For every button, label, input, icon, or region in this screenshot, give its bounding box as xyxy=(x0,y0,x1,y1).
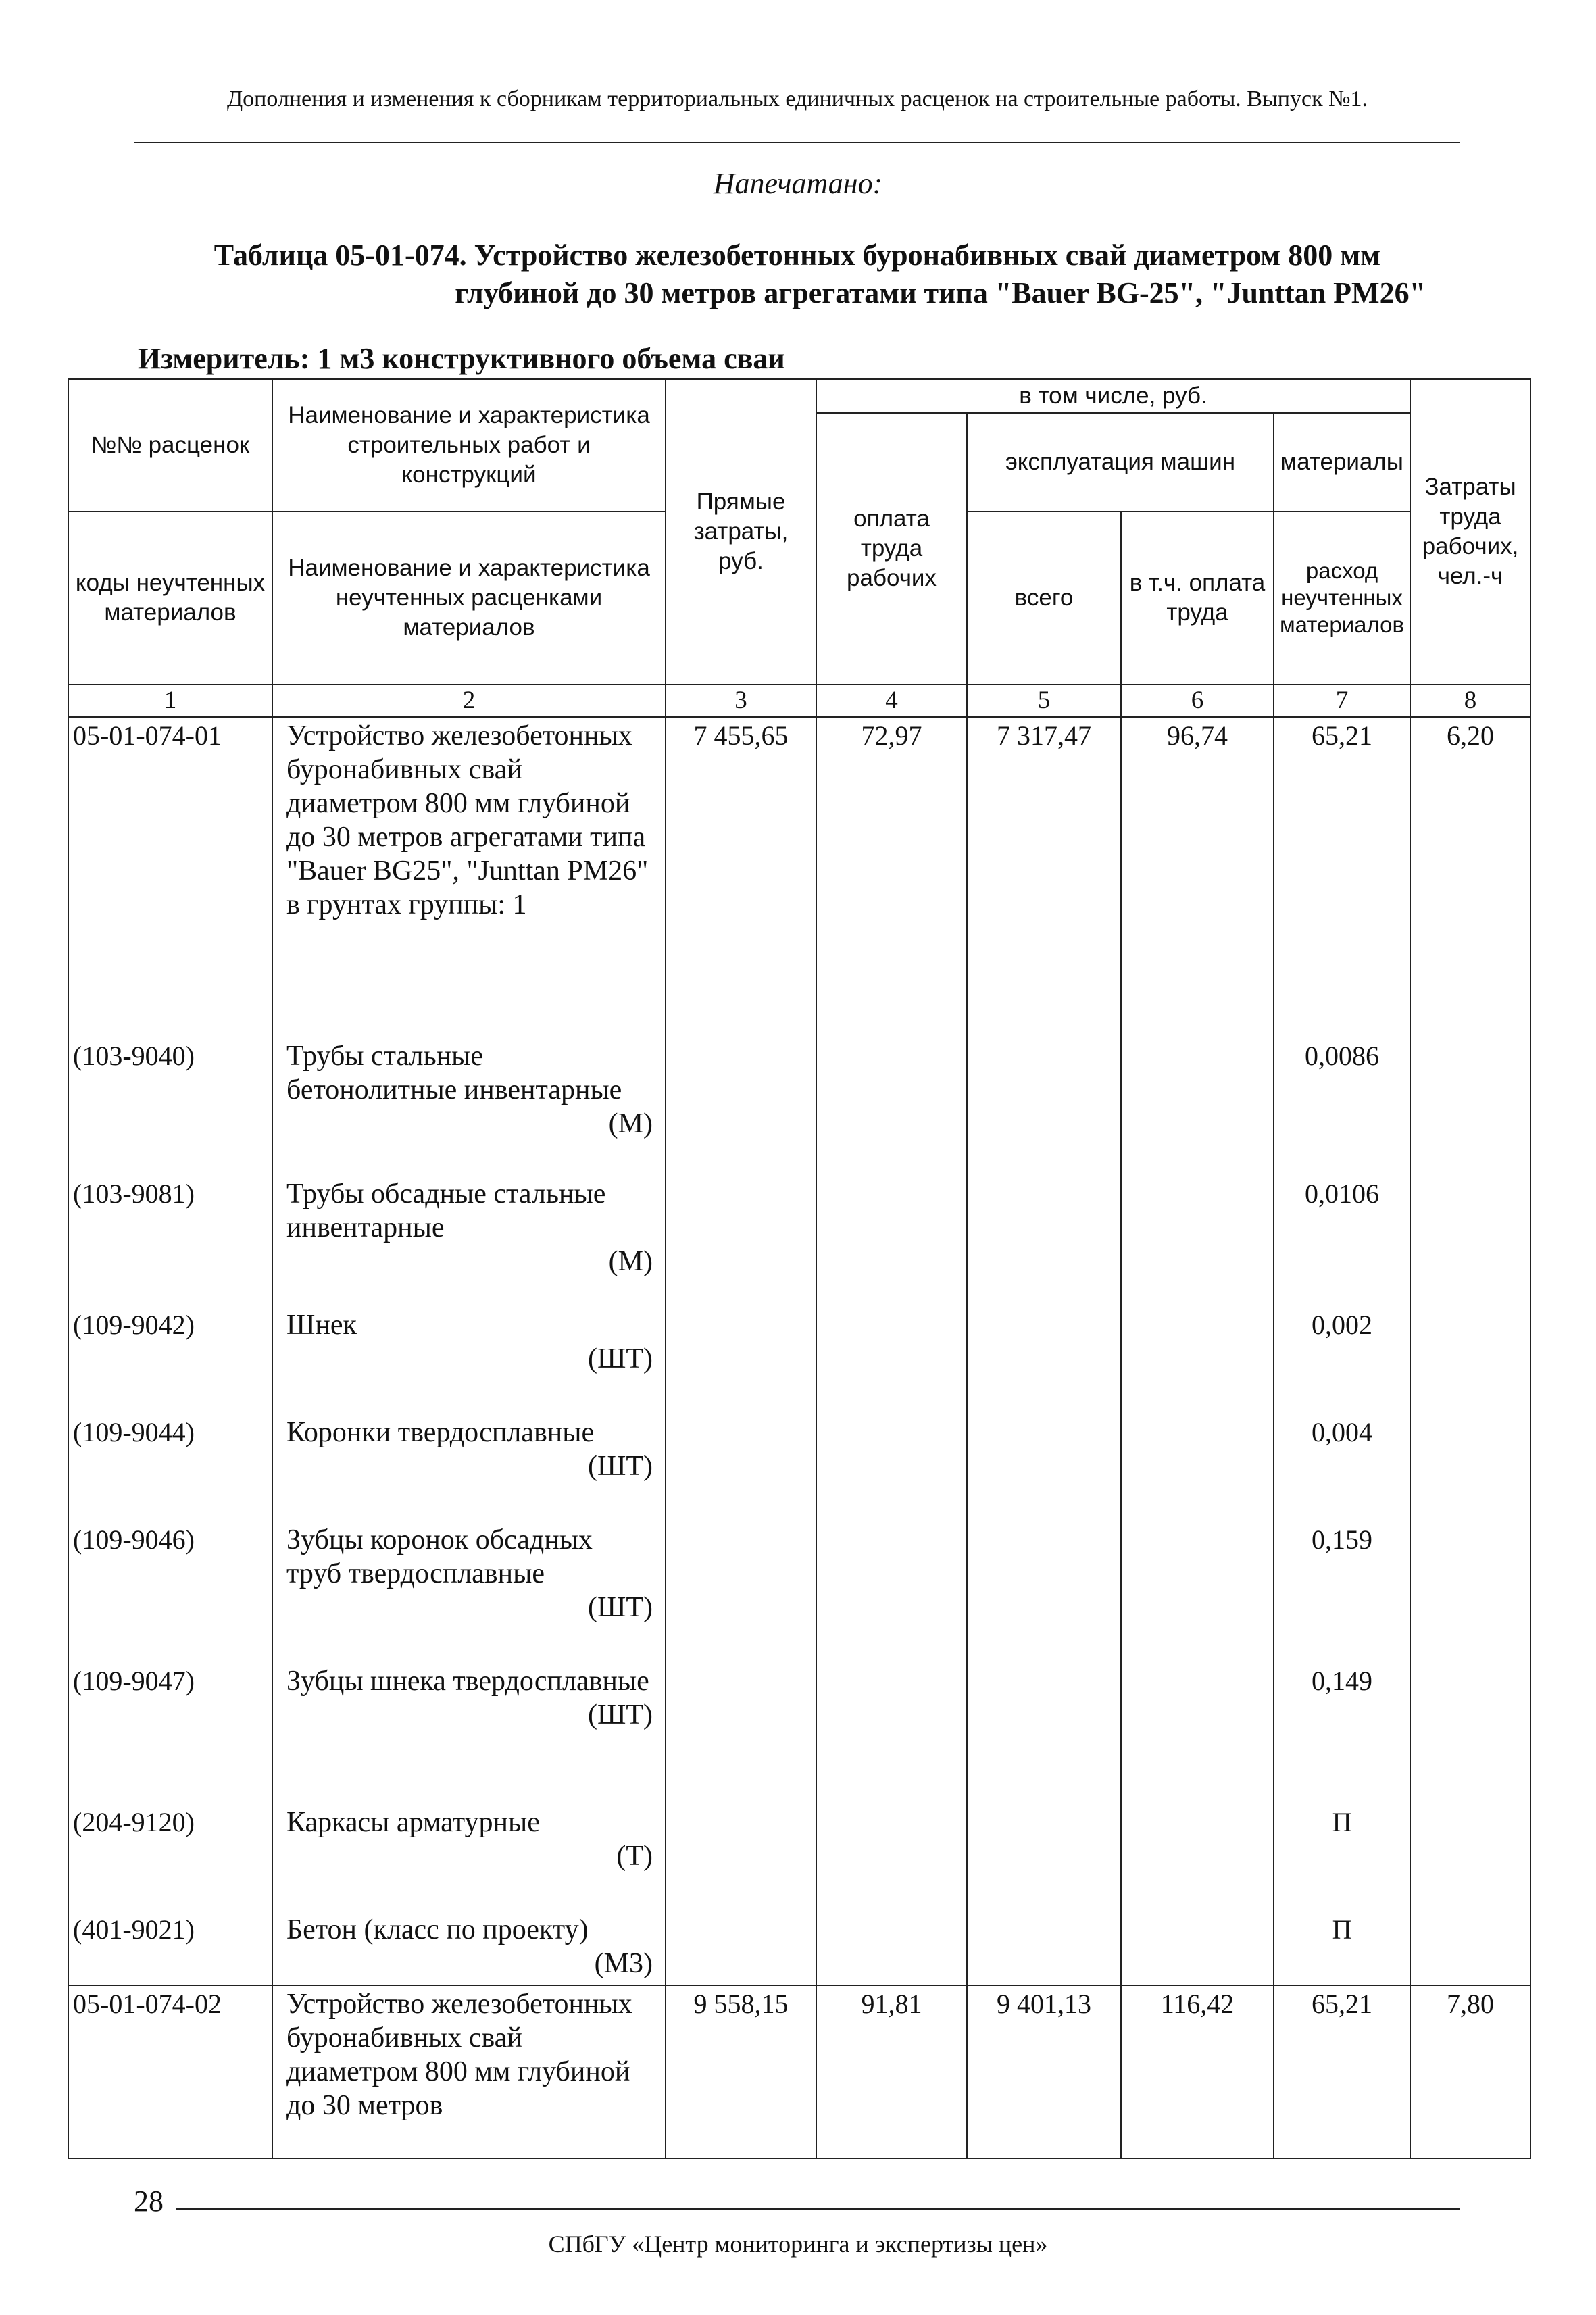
col-machines: эксплуатация машин xyxy=(967,413,1274,512)
material-unit: (М) xyxy=(608,1246,653,1277)
machines-total: 9 401,13 xyxy=(967,1985,1121,2158)
material-unit: (ШТ) xyxy=(588,1699,653,1731)
col-total: всего xyxy=(967,512,1121,684)
material-code: (103-9040) xyxy=(68,1038,272,1176)
col-number: 1 xyxy=(68,684,272,717)
col-number: 7 xyxy=(1274,684,1410,717)
material-name xyxy=(272,1663,666,1804)
material-unit: (ШТ) xyxy=(588,1343,653,1374)
page-number: 28 xyxy=(134,2185,164,2218)
rate-code: 05-01-074-01 xyxy=(68,717,272,1038)
col-direct-costs: Прямые затраты, руб. xyxy=(666,379,816,684)
measure-unit: Измеритель: 1 м3 конструктивного объема сваи xyxy=(138,342,785,375)
table-row xyxy=(68,1985,1530,2158)
material-code: (109-9047) xyxy=(68,1663,272,1804)
table-row xyxy=(68,1912,1530,1985)
material-unit: (М3) xyxy=(594,1948,653,1979)
materials: 65,21 xyxy=(1274,717,1410,1038)
rate-name: Устройство железобетонных буронабивных свай диаметром 800 мм глубиной до 30 метров агрегатами типа "Bauer BG25", "Junttan PM26" в грунтах группы: 1 xyxy=(272,717,666,1038)
col-codes: коды неучтенных материалов xyxy=(68,512,272,684)
rate-name: Устройство железобетонных буронабивных свай диаметром 800 мм глубиной до 30 метров xyxy=(272,1985,666,2158)
material-name-text: Трубы обсадные стальные инвентарные xyxy=(286,1178,606,1243)
table-title-line1: Таблица 05-01-074. Устройство железобетонных буронабивных свай диаметром 800 мм xyxy=(214,239,1381,272)
header-rule xyxy=(134,142,1460,143)
material-consumption: 0,002 xyxy=(1274,1307,1410,1414)
footer-rule xyxy=(176,2208,1460,2210)
col-name-char: Наименование и характеристика строительных работ и конструкций xyxy=(272,379,666,512)
table-row xyxy=(68,1307,1530,1414)
labor: 7,80 xyxy=(1410,1985,1530,2158)
material-name-text: Каркасы арматурные xyxy=(286,1807,540,1838)
col-incl-wages: в т.ч. оплата труда xyxy=(1121,512,1274,684)
wages: 72,97 xyxy=(816,717,967,1038)
material-name xyxy=(272,1038,666,1176)
material-code: (109-9046) xyxy=(68,1522,272,1663)
material-name-text: Коронки твердосплавные xyxy=(286,1417,595,1448)
table-title-line2: глубиной до 30 метров агрегатами типа "Bauer BG-25", "Junttan PM26" xyxy=(455,276,1426,309)
material-name xyxy=(272,1912,666,1985)
rate-code: 05-01-074-02 xyxy=(68,1985,272,2158)
direct-costs: 7 455,65 xyxy=(666,717,816,1038)
col-including: в том числе, руб. xyxy=(816,379,1410,413)
col-consumption: расход неучтенных материалов xyxy=(1274,512,1410,684)
material-name xyxy=(272,1176,666,1307)
table-row xyxy=(68,717,1530,1038)
material-code: (109-9042) xyxy=(68,1307,272,1414)
table-row xyxy=(68,1804,1530,1912)
table-row xyxy=(68,1038,1530,1176)
table-title xyxy=(135,237,1460,312)
table-header xyxy=(68,379,1530,717)
material-consumption: 0,149 xyxy=(1274,1663,1410,1804)
footer-organization: СПбГУ «Центр мониторинга и экспертизы цен» xyxy=(548,2231,1048,2258)
material-name-text: Зубцы шнека твердосплавные xyxy=(286,1666,649,1697)
materials: 65,21 xyxy=(1274,1985,1410,2158)
table-body xyxy=(68,717,1530,2158)
material-code: (109-9044) xyxy=(68,1414,272,1522)
printed-label: Напечатано: xyxy=(713,167,883,200)
col-wages: оплата труда рабочих xyxy=(816,413,967,684)
machines-total: 7 317,47 xyxy=(967,717,1121,1038)
col-number: 6 xyxy=(1121,684,1274,717)
col-number: 4 xyxy=(816,684,967,717)
rates-table xyxy=(68,378,1531,2159)
machines-wages: 96,74 xyxy=(1121,717,1274,1038)
material-consumption: 0,0086 xyxy=(1274,1038,1410,1176)
material-consumption: П xyxy=(1274,1804,1410,1912)
table-row xyxy=(68,1663,1530,1804)
labor: 6,20 xyxy=(1410,717,1530,1038)
material-unit: (Т) xyxy=(616,1841,653,1872)
machines-wages: 116,42 xyxy=(1121,1985,1274,2158)
table-row xyxy=(68,1176,1530,1307)
table-row xyxy=(68,1522,1530,1663)
material-name xyxy=(272,1522,666,1663)
col-number: 8 xyxy=(1410,684,1530,717)
material-name xyxy=(272,1414,666,1522)
col-rate-no: №№ расценок xyxy=(68,379,272,512)
material-code: (401-9021) xyxy=(68,1912,272,1985)
material-consumption: П xyxy=(1274,1912,1410,1985)
material-code: (103-9081) xyxy=(68,1176,272,1307)
material-unit: (ШТ) xyxy=(588,1451,653,1482)
running-header: Дополнения и изменения к сборникам территориальных единичных расценок на строительные работы. Выпуск №1. xyxy=(226,86,1368,111)
direct-costs: 9 558,15 xyxy=(666,1985,816,2158)
material-name-text: Бетон (класс по проекту) xyxy=(286,1914,589,1945)
wages: 91,81 xyxy=(816,1985,967,2158)
col-number: 3 xyxy=(666,684,816,717)
material-consumption: 0,0106 xyxy=(1274,1176,1410,1307)
material-code: (204-9120) xyxy=(68,1804,272,1912)
material-name-text: Трубы стальные бетонолитные инвентарные xyxy=(286,1041,622,1105)
col-name-unaccounted: Наименование и характеристика неучтенных расценками материалов xyxy=(272,512,666,684)
col-materials: материалы xyxy=(1274,413,1410,512)
material-name-text: Шнек xyxy=(286,1310,357,1341)
material-name xyxy=(272,1307,666,1414)
col-number: 2 xyxy=(272,684,666,717)
material-unit: (М) xyxy=(608,1108,653,1139)
material-unit: (ШТ) xyxy=(588,1592,653,1623)
col-number: 5 xyxy=(967,684,1121,717)
material-consumption: 0,159 xyxy=(1274,1522,1410,1663)
table-row xyxy=(68,1414,1530,1522)
material-name-text: Зубцы коронок обсадных труб твердосплавные xyxy=(286,1524,593,1589)
material-consumption: 0,004 xyxy=(1274,1414,1410,1522)
col-labor: Затраты труда рабочих, чел.-ч xyxy=(1410,379,1530,684)
material-name xyxy=(272,1804,666,1912)
